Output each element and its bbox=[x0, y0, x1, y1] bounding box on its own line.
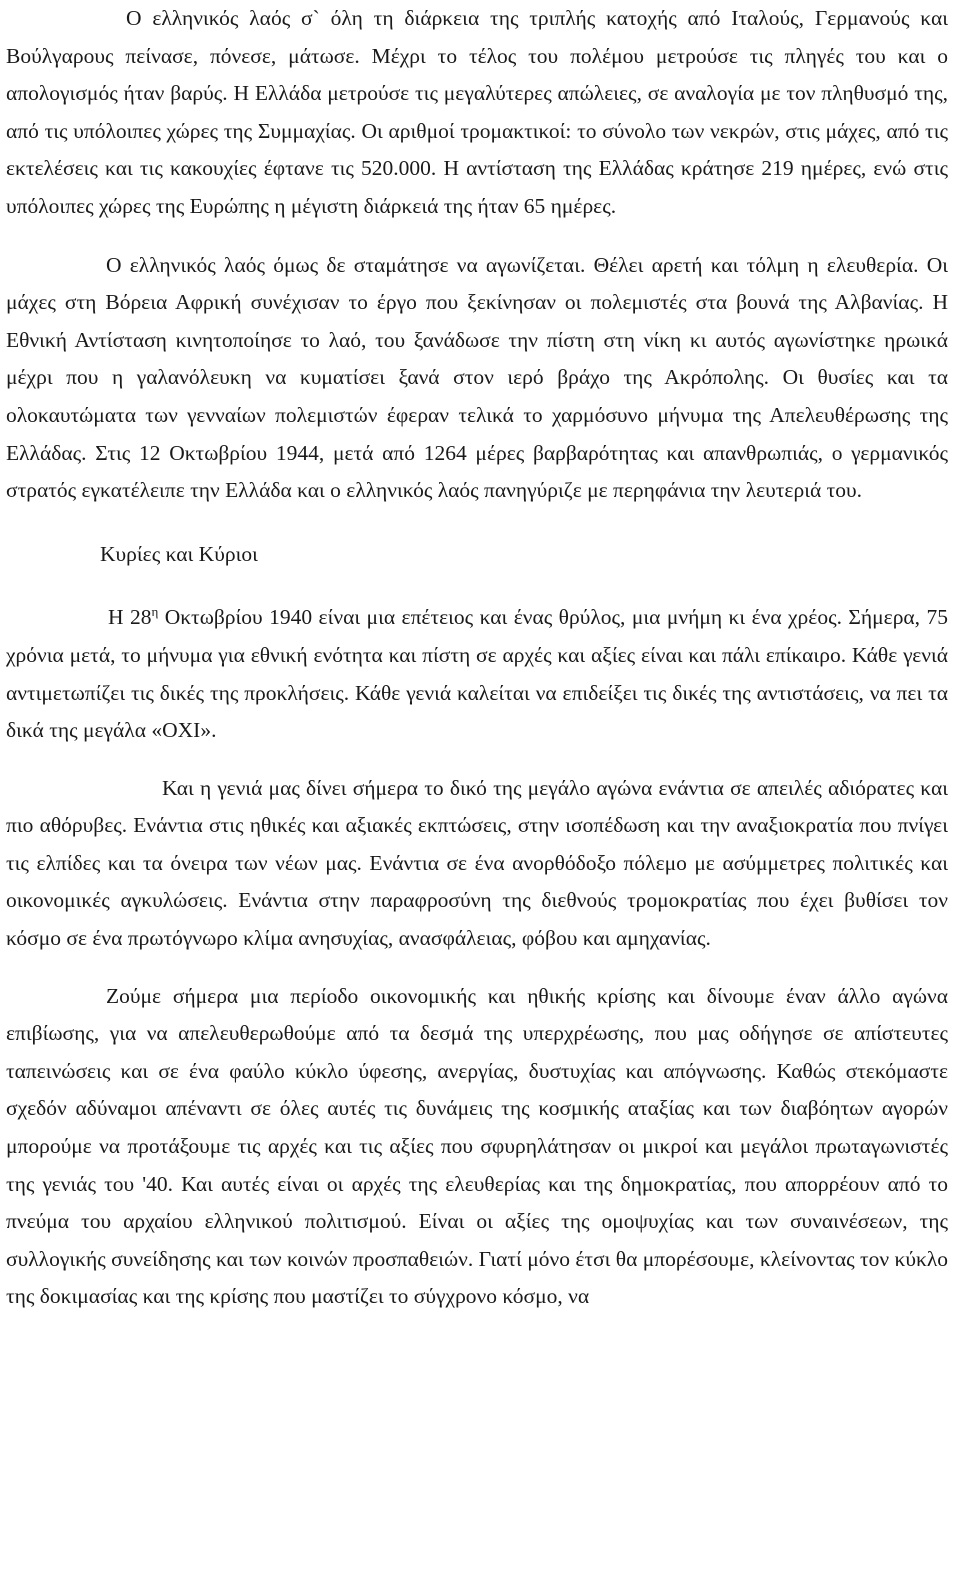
paragraph-anniversary bbox=[6, 599, 948, 749]
paragraph-modern-struggle: Και η γενιά μας δίνει σήμερα το δικό της μεγάλο αγώνα ενάντια σε απειλές αδιόρατες και πιο αθόρυβες. Ενάντια στις ηθικές και αξιακές εκπτώσεις, στην ισοπέδωση και την αναξιοκρατία που πνίγει τις ελπίδες και τα όνειρα των νέων μας. Ενάντια σε ένα ανορθόδοξο πόλεμο με ασύμμετρες πολιτικές και οικονομικές αγκυλώσεις. Ενάντια στην παραφροσύνη της διεθνούς τρομοκρατίας που έχει βυθίσει τον κόσμο σε ένα πρωτόγνωρο κλίμα ανησυχίας, ανασφάλειας, φόβου και αμηχανίας. bbox=[6, 775, 948, 951]
paragraph-liberation: Ο ελληνικός λαός όμως δε σταμάτησε να αγωνίζεται. Θέλει αρετή και τόλμη η ελευθερία. Οι μάχες στη Βόρεια Αφρική συνέχισαν το έργο που ξεκίνησαν οι πολεμιστές στα βουνά της Αλβανίας. Η Εθνική Αντίσταση κινητοποίησε το λαό, του ξανάδωσε την πίστη στη νίκη κι αυτός αγωνίστηκε ηρωικά μέχρι που η γαλανόλευκη να κυματίσει ξανά στον ιερό βράχο της Ακρόπολης. Οι θυσίες και τα ολοκαυτώματα των γενναίων πολεμιστών έφεραν τελικά το χαρμόσυνο μήνυμα της Απελευθέρωσης της Ελλάδας. Στις 12 Οκτωβρίου 1944, μετά από 1264 μέρες βαρβαρότητας και απανθρωπιάς, ο γερμανικός στρατός εγκατέλειπε την Ελλάδα και ο ελληνικός λαός πανηγύριζε με περηφάνια την λευτεριά του. bbox=[6, 252, 948, 503]
greeting: Κυρίες και Κύριοι bbox=[100, 541, 258, 566]
ordinal-superscript: η bbox=[151, 604, 159, 620]
paragraph-crisis: Ζούμε σήμερα μια περίοδο οικονομικής και ηθικής κρίσης και δίνουμε έναν άλλο αγώνα επιβίωσης, για να απελευθερωθούμε από τα δεσμά της υπερχρέωσης, που μας οδήγησε σε απίστευτες ταπεινώσεις και σε ένα φαύλο κύκλο ύφεσης, ανεργίας, δυστυχίας και απόγνωσης. Καθώς στεκόμαστε σχεδόν αδύναμοι απέναντι σε όλες αυτές τις δυνάμεις της κοσμικής αταξίας και των διαβόητων αγορών μπορούμε να προτάξουμε τις αρχές και τις αξίες που σφυρηλάτησαν οι μικροί και μεγάλοι πρωταγωνιστές της γενιάς του '40. Και αυτές είναι οι αρχές της ελευθερίας και της δημοκρατίας, που απορρέουν από το πνεύμα του αρχαίου ελληνικού πολιτισμού. Είναι οι αξίες της ομοψυχίας και των συναινέσεων, της συλλογικής συνείδησης και των κοινών προσπαθειών. Γιατί μόνο έτσι θα μπορέσουμε, κλείνοντας τον κύκλο της δοκιμασίας και της κρίσης που μαστίζει το σύγχρονο κόσμο, να bbox=[6, 983, 948, 1309]
paragraph-occupation-losses: Ο ελληνικός λαός σ` όλη τη διάρκεια της τριπλής κατοχής από Ιταλούς, Γερμανούς και Βούλγαρους πείνασε, πόνεσε, μάτωσε. Μέχρι το τέλος του πολέμου μετρούσε τις πληγές του και ο απολογισμός ήταν βαρύς. Η Ελλάδα μετρούσε τις μεγαλύτερες απώλειες, σε αναλογία με τον πληθυσμό της, από τις υπόλοιπες χώρες της Συμμαχίας. Οι αριθμοί τρομακτικοί: το σύνολο των νεκρών, στις μάχες, από τις εκτελέσεις και τις κακουχίες έφτανε τις 520.000. Η αντίσταση της Ελλάδας κράτησε 219 ημέρες, ενώ στις υπόλοιπες χώρες της Ευρώπης η μέγιστη διάρκειά της ήταν 65 ημέρες. bbox=[6, 6, 948, 218]
anniversary-date-start: Η 28 bbox=[108, 605, 152, 630]
anniversary-text: Οκτωβρίου 1940 είναι μια επέτειος και ένας θρύλος, μια μνήμη κι ένα χρέος. Σήμερα, 75 χρόνια μετά, το μήνυμα για εθνική ενότητα και πίστη σε αρχές και αξίες είναι και πάλι επίκαιρο. Κάθε γενιά αντιμετωπίζει τις δικές της προκλήσεις. Κάθε γενιά καλείται να επιδείξει τις δικές της αντιστάσεις, να πει τα δικά της μεγάλα «ΟΧΙ». bbox=[6, 605, 948, 743]
